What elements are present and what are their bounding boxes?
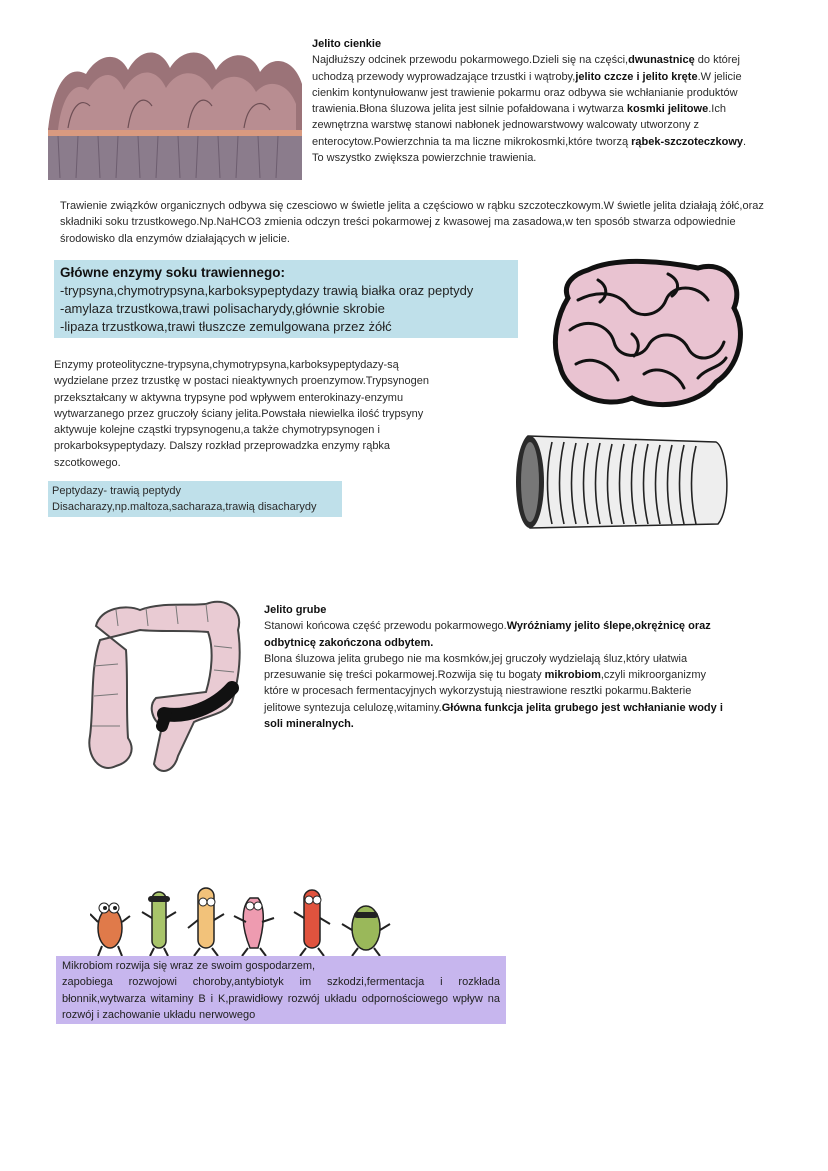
text-run: ,czyli mikroorganizmy które w procesach fermentacyjnych wykorzystują niestrawione resztki pokarmu.Bakterie jelitowe syntezuja celulozę,witaminy. bbox=[264, 669, 706, 714]
brush-border-box bbox=[48, 481, 342, 517]
brush-line: Disacharazy,np.maltoza,sacharaza,trawią disacharydy bbox=[52, 501, 317, 514]
large-intestine-section bbox=[264, 602, 728, 732]
enzymes-title: Główne enzymy soku trawiennego: bbox=[60, 265, 286, 280]
microbiome-box bbox=[56, 956, 506, 1024]
small-intestine-description bbox=[312, 52, 752, 150]
small-intestine-coil-illustration bbox=[548, 250, 748, 412]
small-intestine-summary: To wszystko zwiększa powierzchnie trawienia. bbox=[312, 152, 537, 165]
bold-term: mikrobiom bbox=[544, 669, 601, 682]
large-intestine-details bbox=[264, 651, 728, 732]
enzymes-line: -lipaza trzustkowa,trawi tłuszcze zemulgowana przez żółć bbox=[60, 319, 392, 334]
intestinal-folds-illustration bbox=[512, 428, 736, 532]
bold-term: Wyróżniamy jelito ślepe,okrężnicę oraz odbytnicę zakończona odbytem. bbox=[264, 620, 711, 649]
bold-term: dwunastnicę bbox=[628, 54, 695, 67]
microbiome-line: zapobiega rozwojowi choroby,antybiotyk im szkodzi,fermentacja i rozkłada błonnik,wytwarza witaminy B i K,prawidłowy rozwój układu odpornościowego wpływ na rozwój i zachowanie układu nerwowego bbox=[62, 976, 500, 1021]
small-intestine-title: Jelito cienkie bbox=[312, 38, 382, 50]
enzymes-line: -trypsyna,chymotrypsyna,karboksypeptydazy trawią białka oraz peptydy bbox=[60, 283, 474, 298]
large-intestine-title: Jelito grube bbox=[264, 604, 327, 616]
text-run: . bbox=[743, 135, 747, 148]
bold-term: kosmki jelitowe bbox=[626, 103, 709, 116]
bold-term: jelito czcze i jelito kręte bbox=[575, 70, 698, 83]
small-intestine-section bbox=[312, 36, 752, 166]
villi-illustration bbox=[48, 44, 302, 180]
bacteria-characters-illustration bbox=[90, 878, 410, 958]
brush-line: Peptydazy- trawią peptydy bbox=[52, 485, 182, 497]
bold-term: rąbek-szczoteczkowy bbox=[631, 135, 744, 148]
microbiome-line: Mikrobiom rozwija się wraz ze swoim gospodarzem, bbox=[62, 960, 316, 972]
text-run: do której uchodzą przewody wyprowadzające trzustki i wątroby, bbox=[312, 54, 740, 83]
text-run: .W jelicie cienkim kontynułowanw jest trawienie pokarmu oraz odbywa sie wchłanianie produktów trawienia.Błona śluzowa jelita jest silnie pofałdowana i wytwarza bbox=[312, 70, 742, 116]
text-run: Blona śluzowa jelita grubego nie ma kosmków,jej gruczoły wydzielają śluz,który ułatwia przesuwanie się treści pokarmowej.Rozwija się tu bogaty bbox=[264, 652, 688, 682]
large-intestine-illustration bbox=[56, 586, 252, 782]
proteolytic-paragraph: Enzymy proteolityczne-trypsyna,chymotrypsyna,karboksypeptydazy-są wydzielane przez trzustkę w postaci nieaktywnych proenzymow.Trypsynogen przekształcany w aktywna trypsyne pod wpływem enterokinazy-enzymu wytwarzanego przez gruczoły ściany jelita.Powstała niewielka ilość trypsyny aktywuje kolejne cząstki trypsynogenu,a także chymotrypsynogen i prokarboksypeptydazy. Dalszy rozkład przeprowadzka enzymy rąbka szcotkowego. bbox=[54, 359, 429, 469]
enzymes-line: -amylaza trzustkowa,trawi polisacharydy,głównie skrobie bbox=[60, 301, 385, 316]
text-run: .Ich zewnętrzna warstwę stanowi nabłonek jednowarstwowy walcowaty utworzony z enterocytow.Powierzchnia ta ma liczne mikrokosmki,które tworzą bbox=[312, 103, 726, 148]
enzymes-box bbox=[54, 260, 518, 338]
text-run: Najdłuższy odcinek przewodu pokarmowego.Dzieli się na części, bbox=[312, 54, 629, 67]
digestion-paragraph: Trawienie związków organicznych odbywa się czesciowo w świetle jelita a częściowo w rąbku szczoteczkowym.W świetle jelita działają żółć,oraz składniki soku trzustkowego.Np.NaHCO3 zmienia odczyn treści pokarmowej z kwasowej ma zasadowa,w ten sposób stwarza odpowiednie środowisko dla enzymów działających w jelicie. bbox=[60, 200, 764, 245]
text-run: Stanowi końcowa część przewodu pokarmowego. bbox=[264, 620, 507, 633]
large-intestine-description bbox=[264, 618, 728, 651]
bold-term: Główna funkcja jelita grubego jest wchłanianie wody i soli mineralnych. bbox=[264, 701, 723, 731]
